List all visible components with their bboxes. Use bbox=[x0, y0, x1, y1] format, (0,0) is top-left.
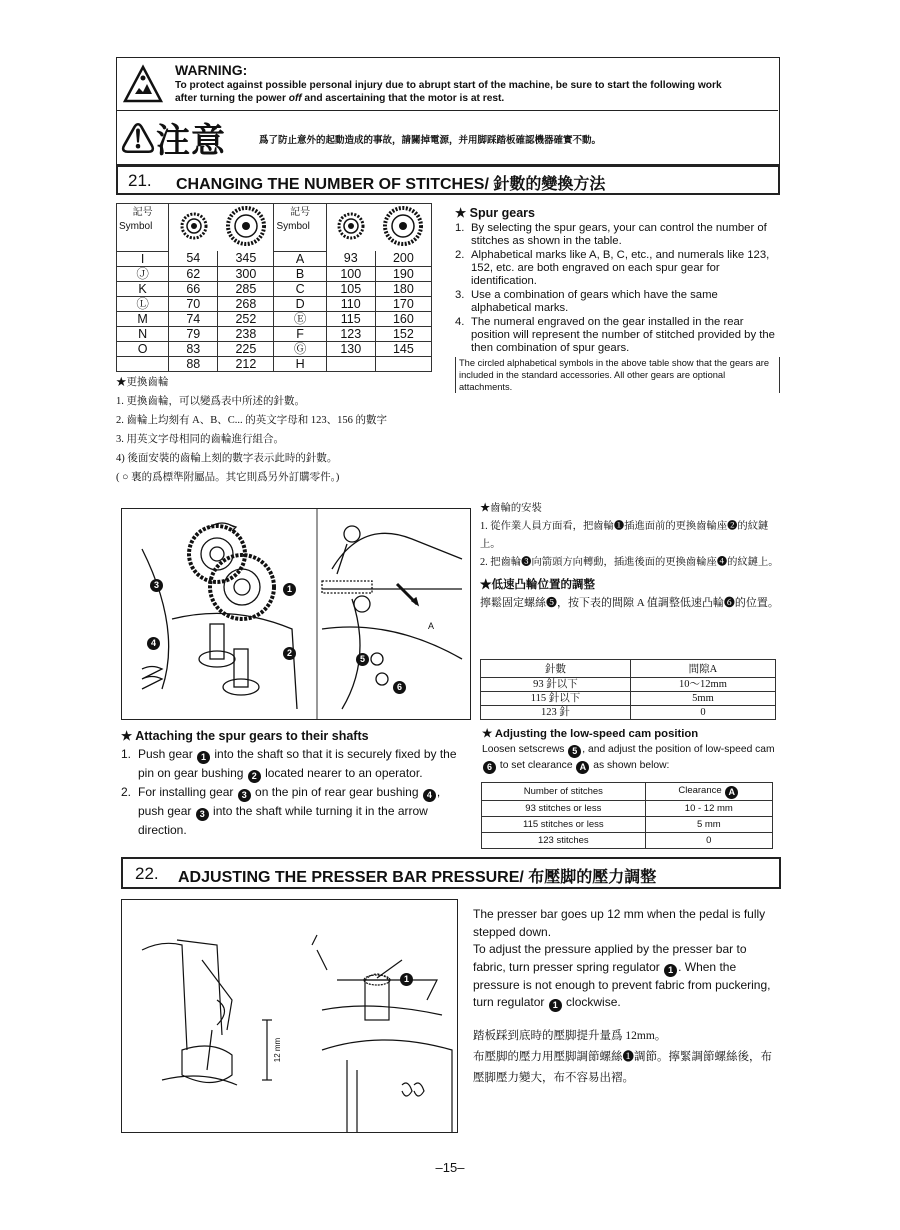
en-clearance-table bbox=[481, 782, 773, 849]
gear-stitch-cell: 54 bbox=[169, 251, 218, 266]
gear-table-row bbox=[117, 326, 432, 341]
spur-gears-item: 2. Alphabetical marks like A, B, C, etc., and numerals like 123, 152, etc. are both engraved on each spur gear for identification. bbox=[455, 249, 770, 287]
en-clearance-head: Number of stitches Clearance A bbox=[482, 783, 773, 801]
spur-gears-item: 4. The numeral engraved on the gear installed in the rear position will represent the number of stitched provided by the then combination of spur gears. bbox=[455, 316, 775, 354]
gear-table-header bbox=[117, 204, 432, 252]
small-gear-icon bbox=[169, 204, 218, 252]
callout-a-icon bbox=[576, 761, 589, 774]
zh-attach-item-2: 2. 把齒輪❸向箭頭方向轉動，插進後面的更換齒輪座❹的紋鏈上。 bbox=[480, 557, 779, 568]
gear-installation-figure bbox=[121, 508, 471, 720]
presser-bar-illustration bbox=[122, 900, 457, 1132]
callout-6-icon bbox=[393, 681, 406, 694]
gear-table-row bbox=[117, 266, 432, 281]
page-number: –15– bbox=[435, 1160, 465, 1175]
callout-2-icon bbox=[248, 770, 261, 783]
warning-zh-text: 爲了防止意外的起動造成的事故，請關掉電源，并用脚踩踏板確認機器確實不動。 bbox=[259, 135, 602, 146]
gear-stitch-cell: 110 bbox=[326, 296, 375, 311]
warning-zh-heading: ⚠注意 bbox=[121, 122, 226, 160]
dimension-12mm-label: 12 mm bbox=[273, 1037, 282, 1063]
gear-stitch-cell bbox=[375, 356, 431, 371]
callout-6-icon bbox=[483, 761, 496, 774]
gear-symbol-cell: Ⓔ bbox=[274, 311, 326, 326]
large-gear-icon bbox=[218, 204, 274, 252]
spur-gears-title: ★ Spur gears bbox=[455, 206, 535, 220]
spur-gears-note: The circled alphabetical symbols in the above table show that the gears are included in the standard accessories. All other gears are optional attachments. bbox=[455, 357, 780, 393]
gear-stitch-cell: 105 bbox=[326, 281, 375, 296]
gear-symbol-cell: K bbox=[117, 281, 169, 296]
callout-a-icon bbox=[725, 786, 738, 799]
gear-symbol-cell: H bbox=[274, 356, 326, 371]
presser-bar-zh: 踏板踩到底時的壓脚提升量爲 12mm。 布壓脚的壓力用壓脚調節螺絲❶調節。擰緊調節螺絲後，布壓脚壓力變大，布不容易出褶。 bbox=[473, 1030, 772, 1084]
zh-change-gears-list bbox=[116, 392, 456, 487]
spur-gears-list bbox=[455, 222, 780, 355]
gear-stitch-cell bbox=[326, 356, 375, 371]
callout-1-icon bbox=[283, 583, 296, 596]
zh-change-gears-title: ★更換齒輪 bbox=[116, 377, 169, 388]
presser-bar-text bbox=[473, 906, 781, 1089]
presser-bar-figure bbox=[121, 899, 458, 1133]
large-gear-icon bbox=[375, 204, 431, 252]
zh-change-gears-item: 1. 更換齒輪，可以變爲表中所述的針數。 bbox=[116, 396, 305, 407]
gear-stitch-cell: 170 bbox=[375, 296, 431, 311]
gear-stitch-cell: 145 bbox=[375, 341, 431, 356]
gear-table-body bbox=[117, 251, 432, 371]
gear-symbol-cell: B bbox=[274, 266, 326, 281]
callout-1-icon bbox=[197, 751, 210, 764]
attach-gears-title: ★ Attaching the spur gears to their shafts bbox=[121, 729, 369, 743]
gear-stitch-cell: 123 bbox=[326, 326, 375, 341]
clearance-label: A bbox=[428, 621, 435, 631]
attach-gears-block bbox=[121, 727, 461, 839]
presser-bar-p1: The presser bar goes up 12 mm when the pedal is fully stepped down. bbox=[473, 907, 766, 939]
zh-clearance-table bbox=[480, 659, 776, 720]
zh-cam-title: ★低速凸輪位置的調整 bbox=[480, 579, 595, 591]
gear-symbol-cell: O bbox=[117, 341, 169, 356]
callout-5-icon bbox=[568, 745, 581, 758]
gear-stitch-cell: 115 bbox=[326, 311, 375, 326]
gear-table-wrapper bbox=[116, 203, 432, 372]
gear-stitch-cell: 79 bbox=[169, 326, 218, 341]
en-clearance-row: 115 stitches or less 5 mm bbox=[482, 817, 773, 833]
spur-gears-block bbox=[455, 207, 780, 393]
zh-change-gears-block bbox=[116, 373, 456, 487]
gear-stitch-cell: 200 bbox=[375, 251, 431, 266]
callout-3-icon bbox=[150, 579, 163, 592]
gear-stitch-cell: 180 bbox=[375, 281, 431, 296]
warning-divider bbox=[117, 110, 778, 111]
gear-symbol-cell: D bbox=[274, 296, 326, 311]
gear-symbol-cell: Ⓛ bbox=[117, 296, 169, 311]
callout-1-icon bbox=[400, 973, 413, 986]
en-clearance-row: 123 stitches 0 bbox=[482, 833, 773, 849]
gear-symbol-cell: M bbox=[117, 311, 169, 326]
gear-table-head-symbol-left: 記号 Symbol bbox=[117, 204, 169, 252]
gear-table bbox=[116, 203, 432, 372]
callout-4-icon bbox=[423, 789, 436, 802]
gear-stitch-cell: 252 bbox=[218, 311, 274, 326]
gear-table-row bbox=[117, 311, 432, 326]
gear-symbol-cell: N bbox=[117, 326, 169, 341]
zh-clearance-row: 93 針以下 10〜12mm bbox=[481, 678, 776, 692]
zh-clearance-row: 115 針以下 5mm bbox=[481, 692, 776, 706]
gear-stitch-cell: 345 bbox=[218, 251, 274, 266]
gear-stitch-cell: 74 bbox=[169, 311, 218, 326]
gear-installation-illustration bbox=[122, 509, 470, 719]
callout-1-icon bbox=[549, 999, 562, 1012]
zh-attach-block bbox=[480, 500, 780, 612]
gear-symbol-cell: F bbox=[274, 326, 326, 341]
zh-change-gears-item: ( ○ 裏的爲標準附屬品。其它則爲另外訂購零件。) bbox=[116, 472, 340, 483]
gear-stitch-cell: 152 bbox=[375, 326, 431, 341]
callout-1-icon bbox=[664, 964, 677, 977]
gear-stitch-cell: 83 bbox=[169, 341, 218, 356]
warning-title: WARNING: bbox=[175, 62, 248, 78]
warning-text: To protect against possible personal injury due to abrupt start of the machine, be sure to start the following work after turning the power off and ascertaining that the motor is at rest. bbox=[175, 80, 722, 104]
gear-stitch-cell: 70 bbox=[169, 296, 218, 311]
section-22-title: ADJUSTING THE PRESSER BAR PRESSURE/ 布壓脚的壓力調整 bbox=[178, 869, 657, 886]
callout-3-icon bbox=[238, 789, 251, 802]
zh-cam-text: 擰鬆固定螺絲❺，按下表的間隙 A 值調整低速凸輪❻的位置。 bbox=[480, 597, 779, 609]
presser-bar-p2: To adjust the pressure applied by the presser bar to fabric, turn presser spring regulator 1. When the pressure is not enough to prevent fabric from puckering, turn regulator 1 clockwise. bbox=[473, 941, 781, 1012]
zh-change-gears-item: 4) 後面安裝的齒輪上刻的數字表示此時的針數。 bbox=[116, 453, 338, 464]
gear-symbol-cell bbox=[117, 356, 169, 371]
en-clearance-row: 93 stitches or less 10 - 12 mm bbox=[482, 801, 773, 817]
gear-symbol-cell: C bbox=[274, 281, 326, 296]
gear-stitch-cell: 225 bbox=[218, 341, 274, 356]
gear-table-head-symbol-right: 記号 Symbol bbox=[274, 204, 326, 252]
section-22-number: 22. bbox=[135, 864, 159, 883]
zh-attach-title: ★齒輪的安裝 bbox=[480, 503, 542, 514]
cam-adjust-title: ★ Adjusting the low-speed cam position bbox=[482, 728, 699, 740]
section-21-header bbox=[116, 165, 780, 195]
gear-table-row bbox=[117, 281, 432, 296]
spur-gears-item: 3. Use a combination of gears which have the same alphabetical marks. bbox=[455, 289, 718, 314]
gear-stitch-cell: 268 bbox=[218, 296, 274, 311]
gear-table-row bbox=[117, 341, 432, 356]
attach-step-2: 2. For installing gear 3 on the pin of rear gear bushing 4, push gear 3 into the shaft while turning it in the arrow direction. bbox=[121, 783, 461, 839]
gear-stitch-cell: 66 bbox=[169, 281, 218, 296]
small-gear-icon bbox=[326, 204, 375, 252]
attach-step-1: 1. Push gear 1 into the shaft so that it is securely fixed by the pin on gear bushing 2 located nearer to an operator. bbox=[121, 745, 461, 783]
gear-table-row bbox=[117, 296, 432, 311]
callout-4-icon bbox=[147, 637, 160, 650]
gear-table-row bbox=[117, 356, 432, 371]
gear-table-row bbox=[117, 251, 432, 266]
gear-stitch-cell: 160 bbox=[375, 311, 431, 326]
gear-stitch-cell: 212 bbox=[218, 356, 274, 371]
gear-stitch-cell: 93 bbox=[326, 251, 375, 266]
zh-clearance-head: 針數 間隙A bbox=[481, 660, 776, 678]
gear-symbol-cell: Ⓖ bbox=[274, 341, 326, 356]
cam-adjust-text: Loosen setscrews 5, and adjust the position of low-speed cam 6 to set clearance A as shown below: bbox=[482, 742, 780, 774]
gear-symbol-cell: A bbox=[274, 251, 326, 266]
gear-stitch-cell: 88 bbox=[169, 356, 218, 371]
gear-stitch-cell: 62 bbox=[169, 266, 218, 281]
zh-change-gears-item: 2. 齒輪上均刻有 A、B、C... 的英文字母和 123、156 的數字 bbox=[116, 415, 387, 426]
cam-adjust-block bbox=[482, 727, 780, 774]
warning-box bbox=[116, 57, 780, 165]
callout-2-icon bbox=[283, 647, 296, 660]
section-21-title: CHANGING THE NUMBER OF STITCHES/ 針數的變換方法 bbox=[176, 176, 606, 193]
gear-symbol-cell: Ⓙ bbox=[117, 266, 169, 281]
spur-gears-item: 1. By selecting the spur gears, your can control the number of stitches as shown in the table. bbox=[455, 222, 767, 247]
gear-stitch-cell: 238 bbox=[218, 326, 274, 341]
zh-clearance-row: 123 針 0 bbox=[481, 706, 776, 720]
gear-stitch-cell: 130 bbox=[326, 341, 375, 356]
zh-change-gears-item: 3. 用英文字母相同的齒輪進行組合。 bbox=[116, 434, 284, 445]
zh-attach-item-1: 1. 從作業人員方面看，把齒輪❶插進面前的更換齒輪座❷的紋鏈上。 bbox=[480, 521, 769, 550]
gear-stitch-cell: 285 bbox=[218, 281, 274, 296]
callout-3-icon bbox=[196, 808, 209, 821]
gear-stitch-cell: 100 bbox=[326, 266, 375, 281]
section-21-number: 21. bbox=[128, 171, 152, 190]
callout-5-icon bbox=[356, 653, 369, 666]
gear-stitch-cell: 300 bbox=[218, 266, 274, 281]
gear-symbol-cell: I bbox=[117, 251, 169, 266]
warning-triangle-icon bbox=[123, 64, 163, 104]
gear-stitch-cell: 190 bbox=[375, 266, 431, 281]
section-22-header bbox=[121, 857, 781, 889]
